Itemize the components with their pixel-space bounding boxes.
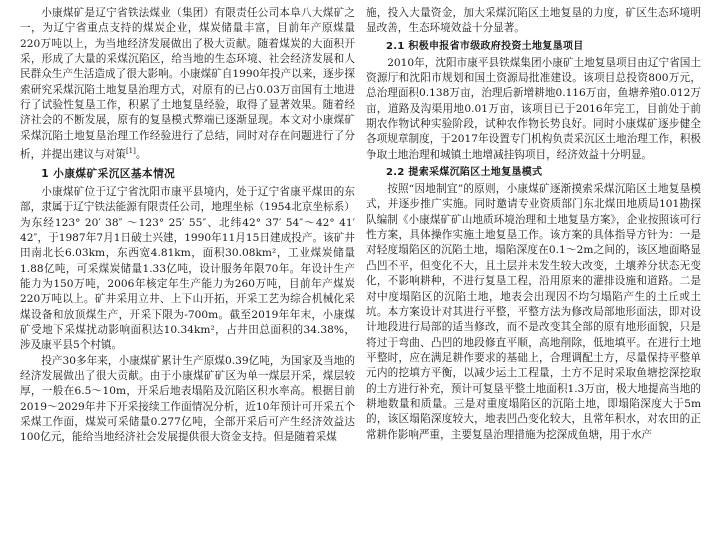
intro-text: 小康煤矿是辽宁省铁法煤业（集团）有限责任公司本阜八大煤矿之一，为辽宁省重点支持的煤炭企业，煤炭储量丰富，目前年产原煤量220万吨以上，为当地经济发展做出了极大贡献。随着煤炭的大面积开采，形成了大量的采煤沉陷区，给当地的生态环境、社会经济发展和人民群众生产生活造成了很大影响。小康煤矿自1990年投产以来，逐步探索研究采煤沉陷土地复垦治理方式，对原有的已占0.03万亩国有土地进行了试验性复垦工作，积累了土地复垦经验，取得了显著效果。随着经济社会的不断发展，原有的复垦模式弊端已逐渐显现。本文对小康煤矿采煤沉陷土地复垦治理工作经验进行了总结，同时对存在问题进行了分析，并提出建议与对策 (20, 7, 355, 161)
section-2-2-heading: 2.2 提索采煤沉陷区土地复垦模式 (386, 167, 543, 179)
left-column (20, 6, 355, 540)
section-2-1-paragraph: 2010年，沈阳市康平县铁煤集团小康矿土地复垦项目由辽宁省国土资源厅和沈阳市规划和国土资源局批准建设。该项目总投资800万元，总治理面积0.138万亩，治理后新增耕地0.116万亩，鱼塘养殖0.012万亩，道路及沟渠用地0.01万亩，该项目已于2016年完工，目前处于前期农作物试种实验阶段，试种农作物长势良好。同时小康煤矿逐步健全各项规章制度，于2017年设置专门机构负责采沉区土地治理工作，积极争取土地治理和城镇土地增减挂钩项目，经济效益十分明显。 (366, 56, 701, 161)
section-2-1-heading: 2.1 积极申报省市级政府投资土地复垦项目 (386, 40, 584, 52)
right-column (366, 6, 701, 540)
section-1-paragraph-1: 小康煤矿位于辽宁省沈阳市康平县境内，处于辽宁省康平煤田的东部，隶属于辽宁铁法能源有限责任公司，地理坐标（1954北京坐标系）为东经123° 20′ 38″ ～123° 25′ 55″、北纬42° 37′ 54″～42° 41′ 42″，于1987年7月1日破土兴建，1990年11月15日建成投产。该矿井田南北长6.03km，东西宽4.81km，面积30.08km²，工业煤炭储量1.88亿吨，可采煤炭储量1.33亿吨，设计服务年限70年。年设计生产能力为150万吨，2006年核定年生产能力为260万吨，目前年产煤炭220万吨以上。矿井采用立井、上下山开拓，开采工艺为综合机械化采煤设备和放顶煤生产，开采下限为-700m。截至2019年年末，小康煤矿受地下采煤扰动影响面积达10.34km²，占井田总面积的34.38%，涉及康平县5个村镇。 (20, 185, 355, 352)
intro-end: 。 (135, 148, 147, 161)
continuation-paragraph: 施，投入大量资金，加大采煤沉陷区土地复垦的力度，矿区生态环境明显改善，生态环境效益十分显著。 (366, 7, 701, 35)
section-1-heading: 1 小康煤矿采沉区基本情况 (41, 167, 176, 180)
section-1-paragraph-2: 投产30多年来，小康煤矿累计生产原煤0.39亿吨，为国家及当地的经济发展做出了很大贡献。由于小康煤矿矿区为单一煤层开采，煤层较厚，一般在6.5～10m，开采后地表塌陷及沉陷区积水率高。根据目前2019～2029年井下开采接续工作面情况分析，近10年预计可开采五个采煤工作面，煤炭可采储量0.277亿吨，全部开采后可产生经济效益达100亿元，能给当地经济社会发展提供很大资金支持。但是随着采煤 (20, 354, 355, 444)
intro-paragraph (20, 6, 355, 163)
section-2-2-paragraph: 按照“因地制宜”的原则，小康煤矿逐渐摸索采煤沉陷区土地复垦模式，并逐步推广实施。同时邀请专业资质部门东北煤田地质局101勘探队编制《小康煤矿矿山地质环境治理和土地复垦方案》，企业按照该可行性方案，具体操作实施土地复垦工作。该方案的具体指导方针为：一是对轻度塌陷区的沉陷土地，塌陷深度在0.1～2m之间的，该区地面略显凸凹不平，但变化不大，且土层并未发生较大改变，土壤养分状态无变化，不影响耕种，不进行复垦工程，沿用原来的灌排设施和道路。二是对中度塌陷区的沉陷土地，地表会出现因不均匀塌陷产生的土丘或土坑。本方案设计对其进行平整，平整方法为修改局部地形面法，即对设计地段进行局部的适当修改，而不是改变其全部的原有地形面貌，只是将过于弯曲、凸凹的地段修直平顺，高地削除，低地填平。在进行土地平整时，应在满足耕作要求的基础上，合理调配土方，尽量保持平整单元内的挖填方平衡，以减少运土工程量，土方不足时采取鱼塘挖深挖取的土方进行补充，预计可复垦平整土地面积1.3万亩，极大地提高当地的耕地数量和质量。三是对重度塌陷区的沉陷土地，即塌陷深度大于5m的，该区塌陷深度较大，地表凹凸变化较大，且常年积水，对农田的正常耕作影响严重，主要复垦治理措施为挖深成鱼塘，用于水产 (366, 183, 701, 441)
intro-citation: [1] (125, 147, 136, 156)
